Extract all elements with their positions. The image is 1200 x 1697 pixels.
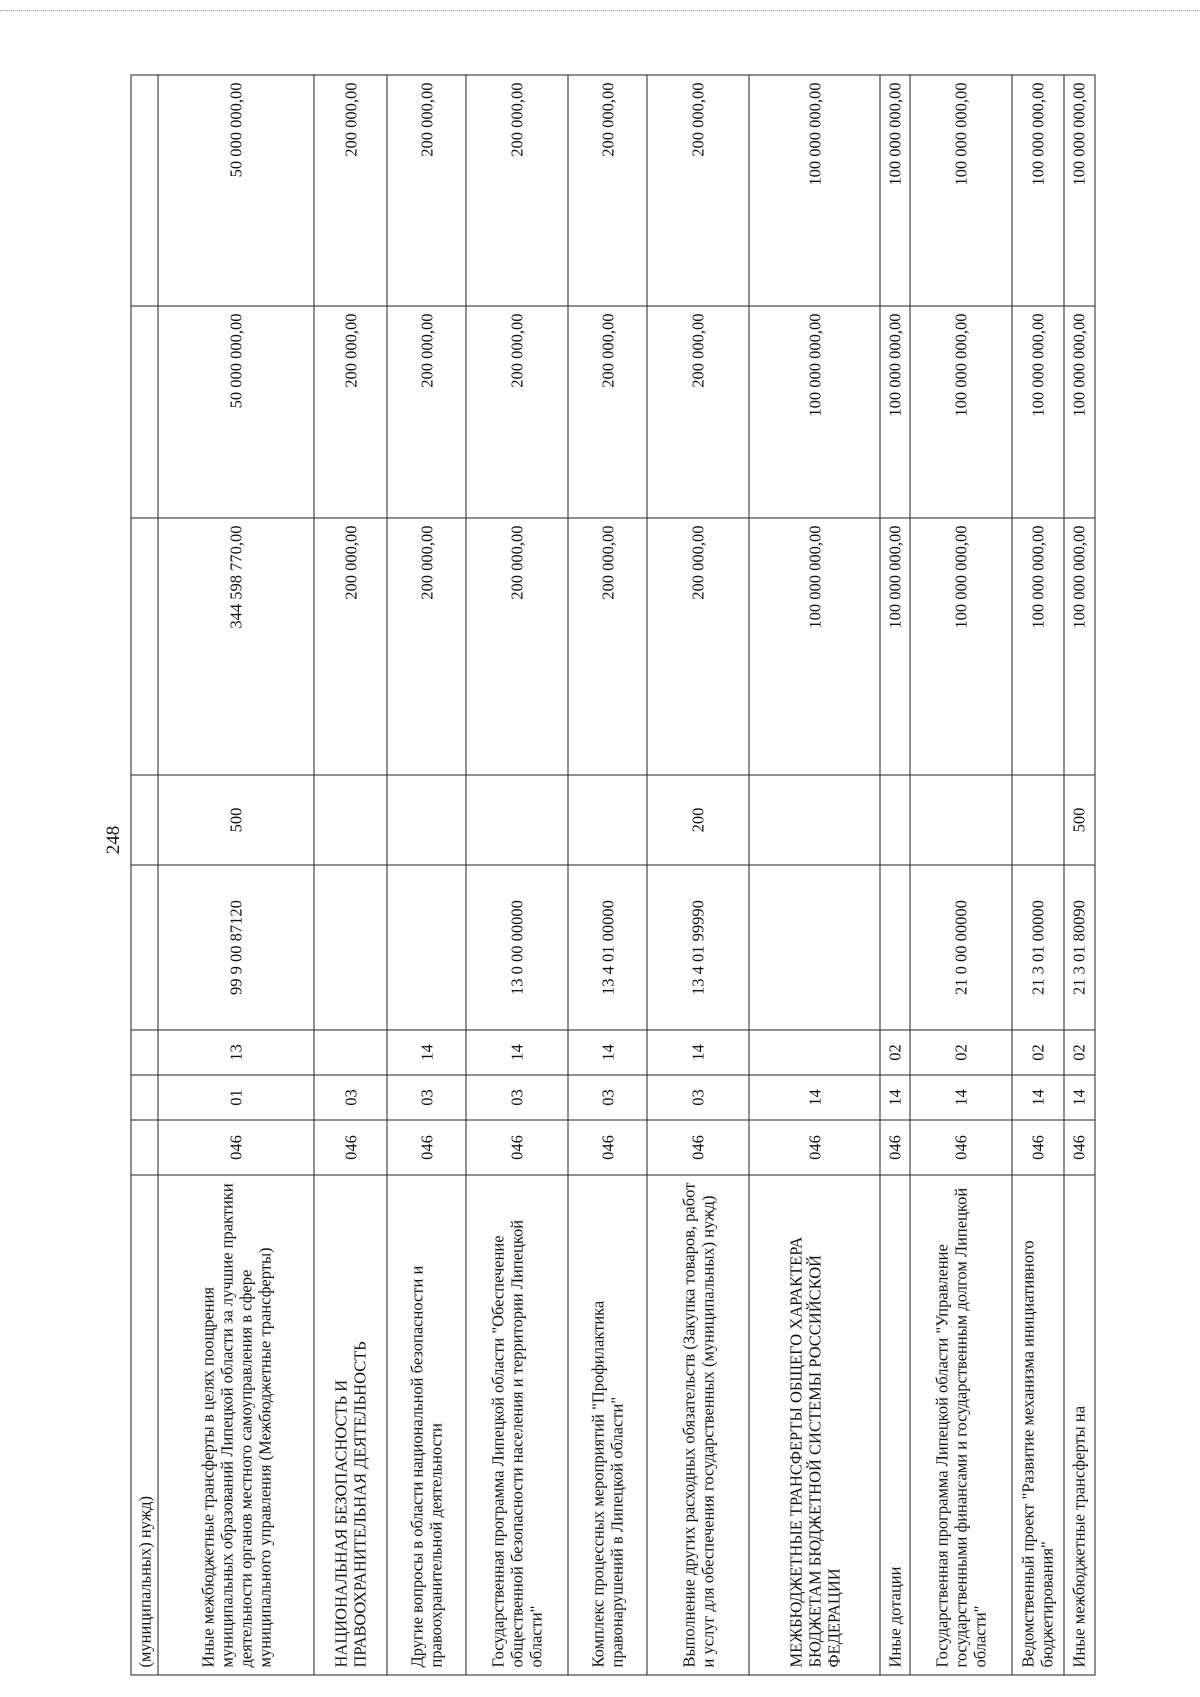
cell-ved: 046 [466,1120,568,1175]
cell-pr [131,1030,158,1075]
cell-vr: 500 [158,775,314,865]
cell-rz: 03 [314,1075,387,1120]
budget-table [130,74,1095,1675]
cell-name: Государственная программа Липецкой области "Управление государственными финансами и государственным долгом Липецкой области" [909,1175,1011,1675]
cell-vr [880,775,909,865]
table-row [131,75,158,1675]
cell-pr: 13 [158,1030,314,1075]
rotated-table-wrapper [130,75,1095,1675]
cell-vr [314,775,387,865]
cell-name: Государственная программа Липецкой области "Обеспечение общественной безопасности населения и территории Липецкой области" [466,1175,568,1675]
cell-ved: 046 [387,1120,466,1175]
table-row [749,75,880,1675]
cell-sum-2: 200 000,00 [647,306,749,518]
cell-vr [387,775,466,865]
cell-sum-2: 100 000 000,00 [749,306,880,518]
cell-name: Ведомственный проект "Развитие механизма инициативного бюджетирования" [1011,1175,1063,1675]
table-row [1063,75,1094,1675]
cell-name: (муниципальных) нужд) [131,1175,158,1675]
cell-sum-2: 200 000,00 [466,306,568,518]
table-row [158,75,314,1675]
cell-name: Иные межбюджетные трансферты в целях поощрения муниципальных образований Липецкой области за лучшие практики деятельности органов местного самоуправления в сфере муниципального управления (Межбюджетные трансферты) [158,1175,314,1675]
cell-pr [314,1030,387,1075]
cell-sum-2: 200 000,00 [568,306,647,518]
cell-sum-3: 100 000 000,00 [749,75,880,306]
table-row [909,75,1011,1675]
cell-sum-2: 100 000 000,00 [909,306,1011,518]
cell-sum-1: 100 000 000,00 [749,518,880,775]
cell-csr: 21 3 01 80090 [1063,865,1094,1030]
cell-ved: 046 [1011,1120,1063,1175]
cell-rz: 03 [568,1075,647,1120]
cell-csr: 21 3 01 00000 [1011,865,1063,1030]
cell-ved: 046 [158,1120,314,1175]
cell-pr: 02 [1011,1030,1063,1075]
cell-ved: 046 [568,1120,647,1175]
table-row [466,75,568,1675]
cell-pr: 14 [466,1030,568,1075]
cell-rz: 14 [749,1075,880,1120]
cell-csr [749,865,880,1030]
table-row [880,75,909,1675]
cell-csr: 21 0 00 00000 [909,865,1011,1030]
cell-sum-1: 200 000,00 [314,518,387,775]
cell-csr [314,865,387,1030]
cell-pr: 14 [568,1030,647,1075]
cell-sum-3: 200 000,00 [647,75,749,306]
cell-sum-3: 100 000 000,00 [909,75,1011,306]
cell-ved: 046 [314,1120,387,1175]
cell-sum-3: 100 000 000,00 [1011,75,1063,306]
cell-csr [131,865,158,1030]
cell-rz: 14 [1011,1075,1063,1120]
table-body [131,75,1095,1675]
cell-ved: 046 [647,1120,749,1175]
cell-vr [568,775,647,865]
cell-sum-3: 100 000 000,00 [880,75,909,306]
cell-sum-3: 200 000,00 [387,75,466,306]
cell-pr: 14 [387,1030,466,1075]
cell-name: Иные дотации [880,1175,909,1675]
cell-rz [131,1075,158,1120]
cell-csr [880,865,909,1030]
cell-csr: 13 4 01 99990 [647,865,749,1030]
cell-vr: 500 [1063,775,1094,865]
cell-sum-2 [131,306,158,518]
cell-sum-1: 200 000,00 [387,518,466,775]
cell-sum-3: 200 000,00 [568,75,647,306]
table-row [387,75,466,1675]
cell-sum-3: 200 000,00 [466,75,568,306]
cell-sum-2: 100 000 000,00 [1063,306,1094,518]
cell-pr: 14 [647,1030,749,1075]
cell-sum-2: 100 000 000,00 [880,306,909,518]
cell-pr: 02 [880,1030,909,1075]
cell-sum-2: 200 000,00 [314,306,387,518]
cell-sum-3: 50 000 000,00 [158,75,314,306]
cell-name: Иные межбюджетные трансферты на [1063,1175,1094,1675]
cell-rz: 14 [909,1075,1011,1120]
cell-name: МЕЖБЮДЖЕТНЫЕ ТРАНСФЕРТЫ ОБЩЕГО ХАРАКТЕРА БЮДЖЕТАМ БЮДЖЕТНОЙ СИСТЕМЫ РОССИЙСКОЙ ФЕДЕРАЦИИ [749,1175,880,1675]
cell-ved: 046 [909,1120,1011,1175]
cell-name: Другие вопросы в области национальной безопасности и правоохранительной деятельности [387,1175,466,1675]
table-row [314,75,387,1675]
cell-csr: 13 4 01 00000 [568,865,647,1030]
cell-sum-1: 344 598 770,00 [158,518,314,775]
cell-pr: 02 [1063,1030,1094,1075]
cell-csr: 99 9 00 87120 [158,865,314,1030]
cell-csr [387,865,466,1030]
cell-sum-1: 100 000 000,00 [880,518,909,775]
cell-vr [1011,775,1063,865]
cell-ved: 046 [1063,1120,1094,1175]
cell-sum-2: 100 000 000,00 [1011,306,1063,518]
cell-sum-1: 200 000,00 [466,518,568,775]
cell-ved [131,1120,158,1175]
cell-rz: 14 [1063,1075,1094,1120]
cell-sum-3 [131,75,158,306]
cell-ved: 046 [749,1120,880,1175]
table-row [568,75,647,1675]
cell-rz: 03 [647,1075,749,1120]
cell-csr: 13 0 00 00000 [466,865,568,1030]
cell-sum-3: 200 000,00 [314,75,387,306]
cell-rz: 03 [466,1075,568,1120]
cell-name: НАЦИОНАЛЬНАЯ БЕЗОПАСНОСТЬ И ПРАВООХРАНИТЕЛЬНАЯ ДЕЯТЕЛЬНОСТЬ [314,1175,387,1675]
cell-vr [909,775,1011,865]
cell-pr [749,1030,880,1075]
cell-sum-1: 200 000,00 [647,518,749,775]
cell-rz: 01 [158,1075,314,1120]
cell-sum-1 [131,518,158,775]
cell-sum-1: 200 000,00 [568,518,647,775]
cell-sum-1: 100 000 000,00 [909,518,1011,775]
cell-ved: 046 [880,1120,909,1175]
cell-vr [466,775,568,865]
cell-rz: 03 [387,1075,466,1120]
cell-sum-1: 100 000 000,00 [1011,518,1063,775]
cell-sum-2: 50 000 000,00 [158,306,314,518]
cell-pr: 02 [909,1030,1011,1075]
cell-sum-3: 100 000 000,00 [1063,75,1094,306]
table-row [647,75,749,1675]
cell-vr: 200 [647,775,749,865]
cell-name: Выполнение других расходных обязательств (Закупка товаров, работ и услуг для обеспечения государственных (муниципальных) нужд) [647,1175,749,1675]
cell-rz: 14 [880,1075,909,1120]
cell-name: Комплекс процессных мероприятий "Профилактика правонарушений в Липецкой области" [568,1175,647,1675]
table-row [1011,75,1063,1675]
cell-sum-1: 100 000 000,00 [1063,518,1094,775]
cell-sum-2: 200 000,00 [387,306,466,518]
cell-vr [131,775,158,865]
cell-vr [749,775,880,865]
top-dotted-rule [0,10,1200,11]
